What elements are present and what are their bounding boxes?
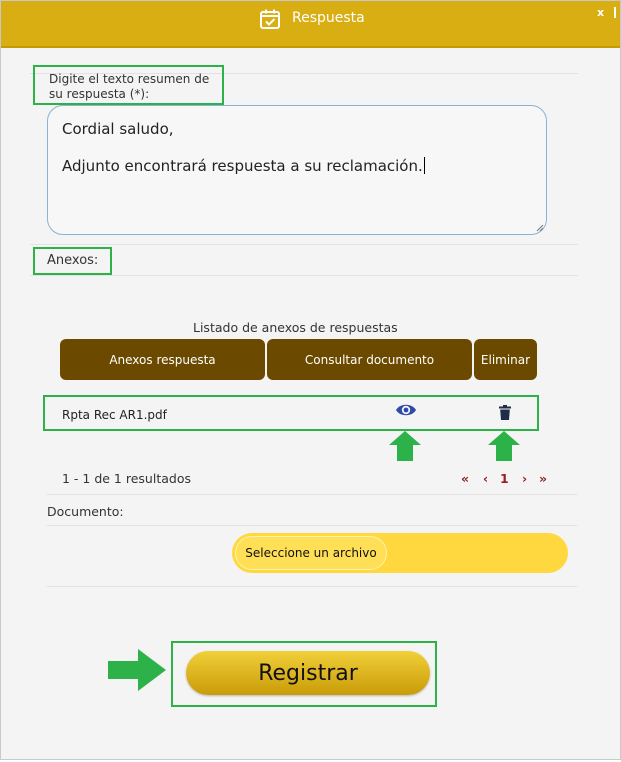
last-page-button[interactable]: »	[539, 471, 548, 486]
dialog-title: Respuesta	[292, 10, 365, 26]
column-header-view: Consultar documento	[267, 339, 472, 380]
divider	[47, 586, 577, 587]
close-button[interactable]: x	[597, 6, 605, 19]
register-button[interactable]: Registrar	[186, 651, 430, 695]
eye-icon[interactable]	[395, 402, 417, 418]
arrow-right-icon	[108, 649, 166, 691]
attachment-file-name: Rpta Rec AR1.pdf	[62, 408, 167, 422]
resize-handle-icon[interactable]	[536, 224, 544, 232]
summary-textarea[interactable]	[47, 105, 547, 235]
divider	[30, 244, 578, 245]
calendar-check-icon	[259, 8, 281, 30]
divider	[47, 494, 577, 495]
summary-line-1: Cordial saludo,	[62, 120, 174, 138]
first-page-button[interactable]: «	[461, 471, 470, 486]
choose-file-button[interactable]: Seleccione un archivo	[235, 536, 387, 570]
document-label: Documento:	[47, 504, 124, 519]
anexos-label: Anexos:	[47, 253, 99, 268]
summary-label: Digite el texto resumen de su respuesta (*):	[49, 72, 210, 101]
arrow-up-icon	[488, 431, 520, 461]
divider	[47, 525, 577, 526]
prev-page-button[interactable]: ‹	[483, 471, 489, 486]
maximize-icon[interactable]	[614, 7, 616, 18]
next-page-button[interactable]: ›	[522, 471, 528, 486]
summary-line-2: Adjunto encontrará respuesta a su reclamación.	[62, 157, 423, 175]
attachments-title: Listado de anexos de respuestas	[193, 320, 398, 335]
column-header-attachments: Anexos respuesta	[60, 339, 265, 380]
trash-icon[interactable]	[499, 405, 511, 420]
text-caret	[424, 157, 425, 174]
pagination-summary: 1 - 1 de 1 resultados	[62, 471, 191, 486]
dialog-titlebar	[1, 1, 620, 48]
current-page[interactable]: 1	[500, 471, 509, 486]
column-header-delete: Eliminar	[474, 339, 537, 380]
divider	[30, 275, 578, 276]
arrow-up-icon	[389, 431, 421, 461]
